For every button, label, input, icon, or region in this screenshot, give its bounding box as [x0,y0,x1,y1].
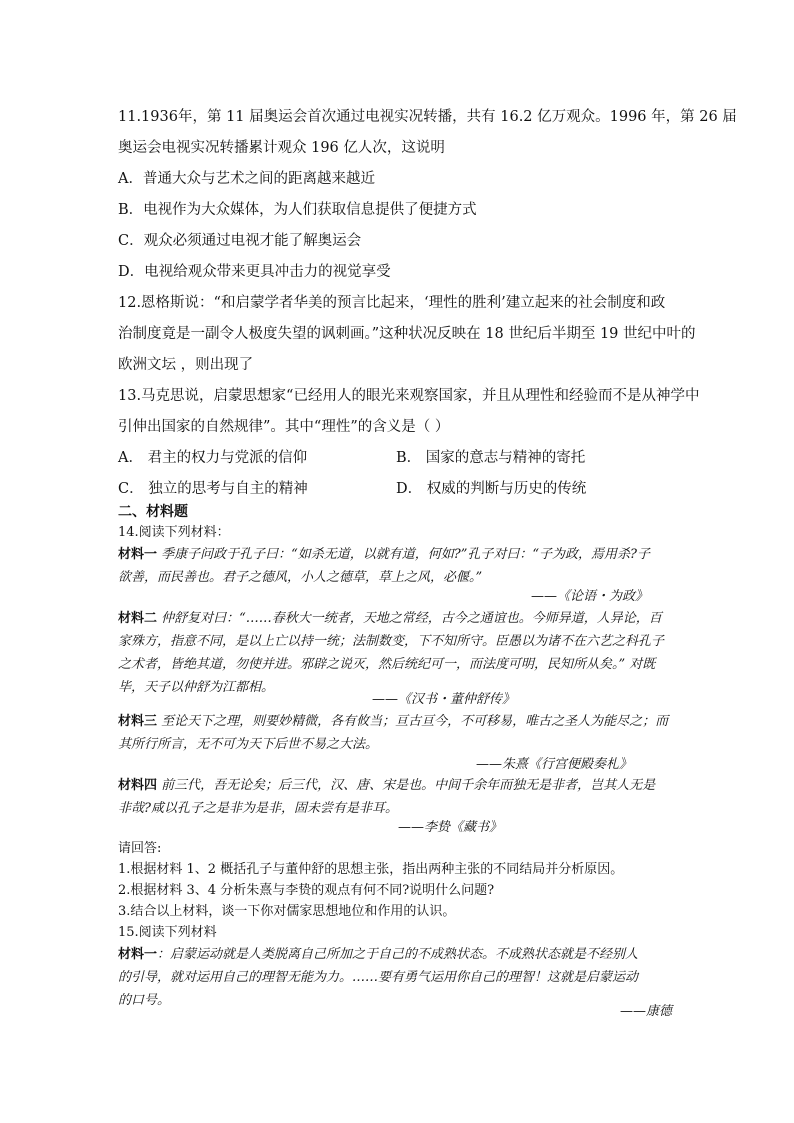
q14-material-4-source: ——李贽《藏书》 [398,820,503,835]
material-label: 材料二 [118,611,158,626]
q14-material-2-source: ——《汉书・董仲舒传》 [372,692,516,707]
material-text: 至论天下之理，则要妙精微，各有攸当；亘古亘今，不可移易，唯古之圣人为能尽之；而 [157,714,669,729]
q14-material-1-source: ——《论语・为政》 [531,589,649,604]
q14-sub-1: 1.根据材料 1、2 概括孔子与董仲舒的思想主张，指出两种主张的不同结局并分析原因。 [118,862,624,877]
q14-material-4-line2: 非哉?咸以孔子之是非为是非，固未尝有是非耳。 [118,801,398,816]
q14-material-3-line1 [118,710,668,733]
material-text: 仲舒复对曰：“……春秋大一统者，天地之常经，古今之通谊也。今师异道，人异论，百 [157,611,662,626]
q13-option-c: C． 独立的思考与自主的精神 [118,481,308,497]
q12-stem-line1: 12.恩格斯说：“和启蒙学者华美的预言比起来，‘理性的胜利’建立起来的社会制度和政 [118,295,666,311]
q15-material-1-source: ——康德 [620,1004,673,1019]
q15-material-1-line2: 的引导，就对运用自己的理智无能为力。……要有勇气运用你自己的理智！这就是启蒙运动 [118,970,639,985]
q14-ask: 请回答: [118,841,162,856]
material-label: 材料一 [118,947,158,962]
material-text: ：启蒙运动就是人类脱离自己所加之于自己的不成熟状态。不成熟状态就是不经别人 [157,947,639,962]
q14-material-1-line1 [118,543,650,566]
q14-material-1-line2: 欲善，而民善也。君子之德风，小人之德草，草上之风，必偃。” [118,570,483,585]
q11-option-b: B．电视作为大众媒体，为人们获取信息提供了便捷方式 [118,202,477,218]
material-text: 前三代，吾无论矣；后三代，汉、唐、宋是也。中间千余年而独无是非者，岂其人无是 [157,778,656,793]
q14-material-3-line2: 其所行所言，无不可为天下后世不易之大法。 [118,737,379,752]
q15-material-1-line1 [118,943,638,966]
q13-option-a: A． 君主的权力与党派的信仰 [118,450,308,466]
q13-stem-line1: 13.马克思说，启蒙思想家“已经用人的眼光来观察国家，并且从理性和经验而不是从神学中 [118,388,700,404]
material-label: 材料三 [118,714,158,729]
material-label: 材料四 [118,778,158,793]
q14-sub-2: 2.根据材料 3、4 分析朱熹与李贽的观点有何不同?说明什么问题? [118,883,495,898]
q14-material-4-line1 [118,774,655,797]
q14-intro: 14.阅读下列材料： [118,525,230,540]
q14-material-2-line3: 之术者，皆绝其道，勿使并进。邪辟之说灭，然后统纪可一，而法度可明，民知所从矣。” 对既 [118,657,656,672]
q11-stem-line2: 奥运会电视实况转播累计观众 196 亿人次，这说明 [118,140,445,156]
q11-option-d: D．电视给观众带来更具冲击力的视觉享受 [118,264,391,280]
q15-intro: 15.阅读下列材料 [118,925,217,940]
q12-stem-line2: 治制度竟是一副令人极度失望的讽刺画。”这种状况反映在 18 世纪后半期至 19 世纪中叶的 [118,326,696,342]
q14-sub-3: 3.结合以上材料，谈一下你对儒家思想地位和作用的认识。 [118,904,456,919]
q13-stem-line2: 引伸出国家的自然规律”。其中“理性”的含义是（ ） [118,419,450,435]
q11-stem-line1: 11.1936年，第 11 届奥运会首次通过电视实况转播，共有 16.2 亿万观众。1996 年，第 26 届 [118,109,737,125]
q13-option-d: D． 权威的判断与历史的传统 [396,481,587,497]
material-label: 材料一 [118,547,158,562]
section-heading: 二、材料题 [118,504,188,520]
q11-option-a: A．普通大众与艺术之间的距离越来越近 [118,171,375,187]
q13-option-b: B． 国家的意志与精神的寄托 [396,450,586,466]
q14-material-2-line4: 毕，天子以仲舒为江都相。 [118,680,275,695]
q12-stem-line3: 欧洲文坛 ，则出现了 [118,357,254,373]
q11-option-c: C．观众必须通过电视才能了解奥运会 [118,233,362,249]
q15-material-1-line3: 的口号。 [118,993,171,1008]
q14-material-2-line2: 家殊方，指意不同，是以上亡以持一统；法制数变，下不知所守。臣愚以为诸不在六艺之科孔子 [118,634,665,649]
q14-material-3-source: ——朱熹《行宫便殿奏札》 [476,757,633,772]
q14-material-2-line1 [118,607,662,630]
material-text: 季康子问政于孔子曰：“如杀无道，以就有道，何如?”孔子对曰：“子为政，焉用杀?子 [157,547,651,562]
